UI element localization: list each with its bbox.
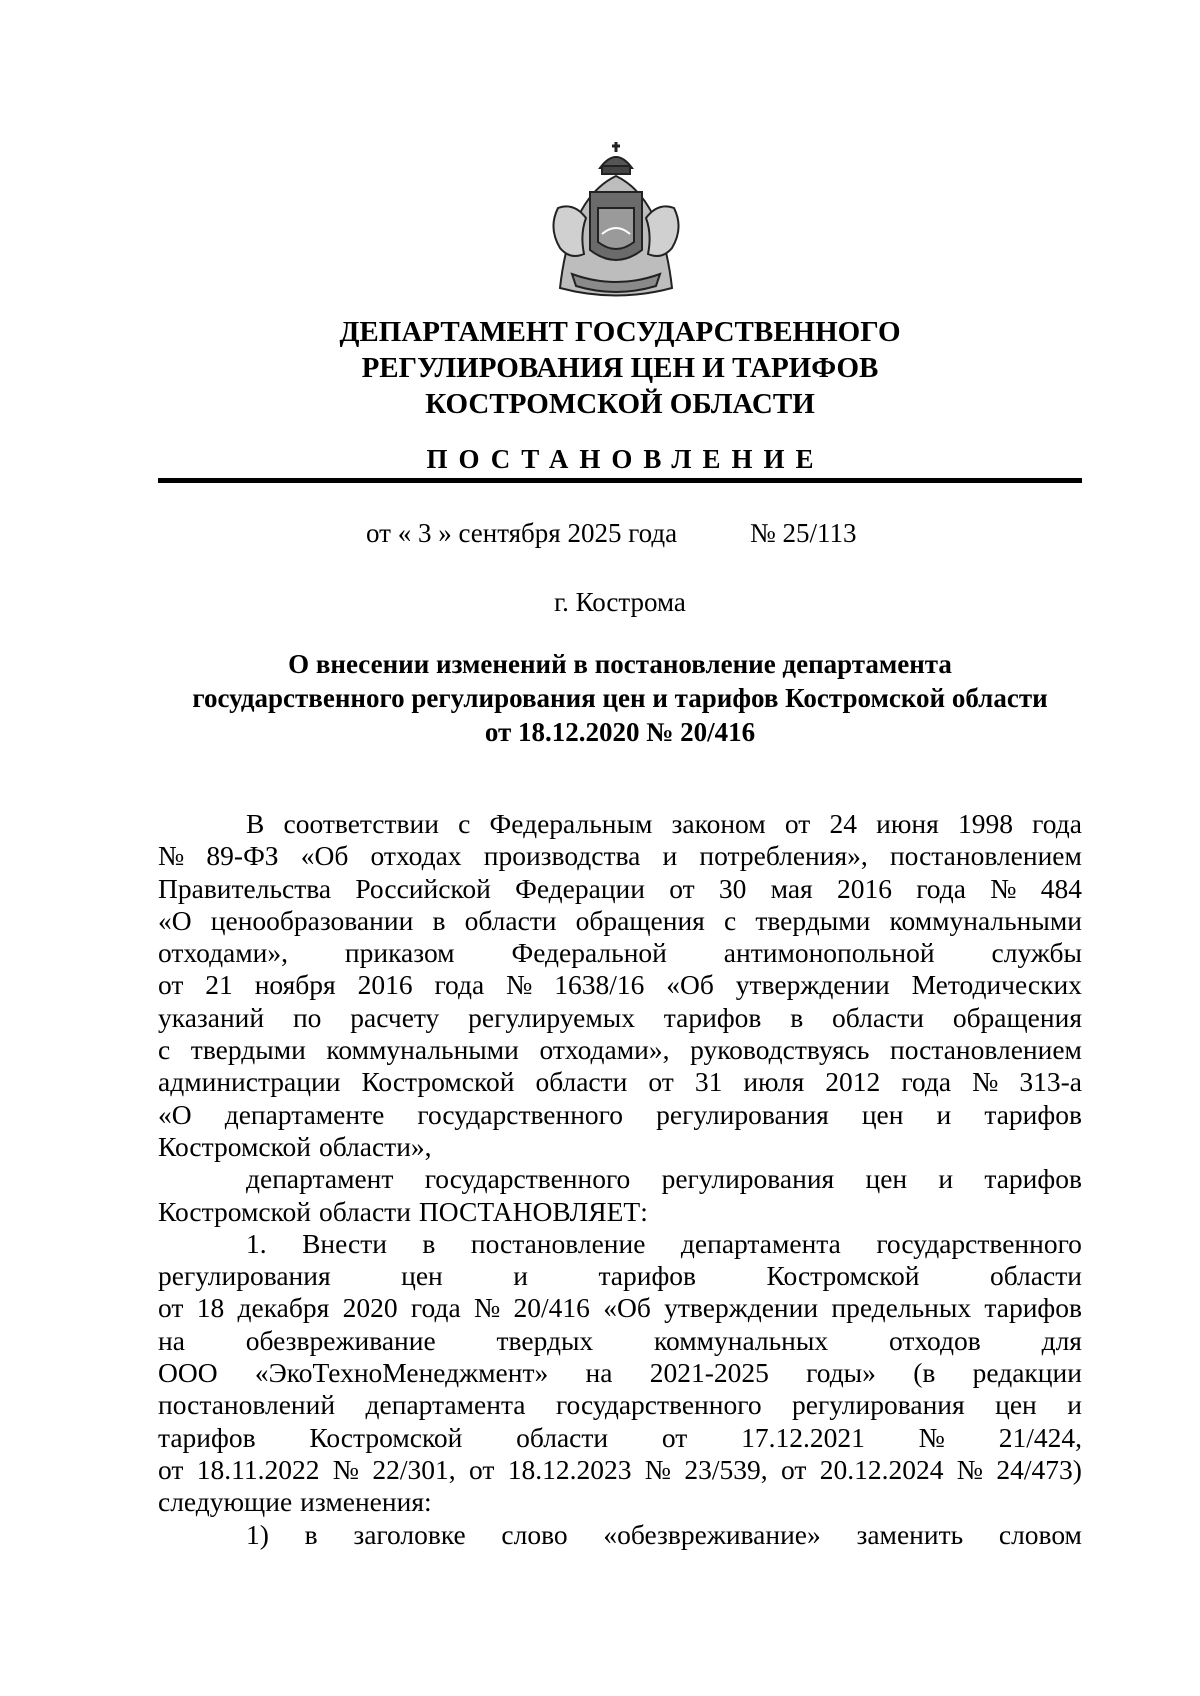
body-word: департамент [246, 1163, 394, 1195]
body-word: регулирования [792, 1389, 965, 1421]
body-word: редакции [972, 1357, 1082, 1389]
body-word: законом [671, 808, 766, 839]
body-word: расчету [350, 1001, 440, 1033]
document-date: от « 3 » сентября 2025 года [366, 518, 678, 548]
body-word: 2016 [836, 872, 892, 904]
body-word: «Об [300, 840, 349, 872]
body-word: государственного [555, 1389, 762, 1421]
body-word: 313-а [1019, 1066, 1082, 1098]
body-line [158, 937, 1082, 969]
body-word: 31 [694, 1066, 723, 1098]
body-line [158, 1066, 1082, 1098]
body-word: 20/416 [513, 1292, 590, 1324]
body-word: № [332, 1453, 360, 1485]
body-word: постановлением [889, 1034, 1082, 1066]
body-line [158, 1034, 1082, 1066]
body-line [158, 1357, 1082, 1389]
body-word: от [648, 1066, 674, 1098]
body-word: 18 [196, 1292, 225, 1324]
body-word: производства [483, 840, 641, 872]
body-word: «Об [666, 969, 714, 1001]
body-word: на [158, 1324, 185, 1356]
body-word: тарифов [663, 1001, 762, 1033]
body-word: от [780, 1453, 807, 1485]
body-word: тарифов [984, 1292, 1082, 1324]
body-word: 89-ФЗ [206, 840, 279, 872]
body-word: утверждении [664, 1292, 819, 1324]
body-word: государственного [424, 1163, 631, 1195]
body-word: для [1041, 1324, 1082, 1356]
body-word: и [662, 840, 678, 872]
body-word: мая [770, 872, 813, 904]
document-city: г. Кострома [554, 587, 686, 617]
body-word: Российской [355, 872, 491, 904]
body-line [158, 1196, 1082, 1228]
body-word: «О [158, 904, 192, 936]
body-word: 24 [829, 808, 857, 839]
body-word: государственного [417, 1098, 624, 1130]
body-word: с [723, 904, 737, 936]
subject-line: от 18.12.2020 № 20/416 [484, 717, 756, 747]
body-word: 24/473) [996, 1453, 1082, 1485]
body-word: с [458, 808, 471, 839]
body-word: от [158, 1453, 184, 1485]
subject-line: О внесении изменений в постановление департамента [288, 649, 952, 679]
body-word: по [292, 1001, 322, 1033]
body-word: № [506, 969, 533, 1001]
body-word: года [901, 1066, 952, 1098]
body-word: 2016 [357, 969, 413, 1001]
body-word: ПОСТАНОВЛЯЕТ: [418, 1195, 648, 1227]
body-word: Федерации [515, 872, 645, 904]
body-word: коммунальных [654, 1324, 829, 1356]
body-word: области [464, 904, 557, 936]
body-word: Костромской [309, 1421, 463, 1453]
body-word: коммунальными [326, 1034, 519, 1066]
body-word: и [936, 1098, 952, 1130]
body-word: и [938, 1163, 954, 1195]
body-word: потребления», [699, 840, 868, 872]
body-word: на [585, 1357, 613, 1389]
body-word: от [661, 1421, 688, 1453]
body-word: Правительства [158, 872, 332, 904]
body-word: цен [861, 1098, 904, 1130]
body-word: № [972, 1066, 999, 1098]
document-type-title: ПОСТАНОВЛЕНИЕ [426, 444, 825, 474]
body-word: от [158, 969, 184, 1001]
body-word: 21 [205, 969, 233, 1001]
body-word: 484 [1040, 872, 1082, 904]
body-word: года [916, 872, 966, 904]
body-word: 22/301, [372, 1453, 456, 1485]
body-word: «О [158, 1098, 192, 1130]
body-word: словом [998, 1518, 1082, 1550]
body-line [158, 905, 1082, 937]
body-word: регулирования [158, 1260, 331, 1292]
body-word: 20.12.2024 [819, 1453, 944, 1485]
body-line [158, 1454, 1082, 1486]
body-word: в [422, 1227, 436, 1259]
body-word: Федеральной [511, 937, 667, 969]
body-word: «Об [603, 1292, 651, 1324]
body-word: изменения: [300, 1486, 432, 1518]
document-body [158, 808, 1082, 1551]
body-line [158, 1260, 1082, 1292]
body-word: в [790, 1001, 804, 1033]
body-line [158, 1131, 1082, 1163]
body-word: «ЭкоТехноМенеджмент» [254, 1357, 549, 1389]
body-word: тарифов [598, 1260, 697, 1292]
body-word: коммунальными [889, 904, 1082, 936]
body-word: Внести [302, 1227, 387, 1259]
body-word: цен [865, 1163, 908, 1195]
body-word: ноября [254, 969, 336, 1001]
body-word: 1) [246, 1518, 269, 1550]
coat-of-arms-emblem [540, 138, 692, 304]
body-word: Методических [911, 969, 1082, 1001]
body-word: № [990, 872, 1017, 904]
body-word: «обезвреживание» [603, 1518, 821, 1550]
body-word: года [434, 969, 485, 1001]
department-line: ДЕПАРТАМЕНТ ГОСУДАРСТВЕННОГО [339, 316, 901, 348]
body-word: регулирования [656, 1098, 829, 1130]
body-word: 18.12.2023 [507, 1453, 632, 1485]
body-word: 21/424, [998, 1421, 1082, 1453]
body-word: В [246, 808, 265, 839]
body-word: 17.12.2021 [741, 1421, 865, 1453]
body-word: от [669, 872, 695, 904]
body-word: 18.11.2022 [196, 1453, 320, 1485]
document-number: № 25/113 [750, 518, 857, 548]
body-line [158, 1099, 1082, 1131]
body-word: 1638/16 [554, 969, 645, 1001]
header-divider [158, 478, 1082, 483]
body-word: постановлений [158, 1389, 336, 1421]
body-word: регулируемых [468, 1001, 635, 1033]
body-word: (в [913, 1357, 936, 1389]
body-word: тарифов [158, 1421, 256, 1453]
body-word: постановление [470, 1227, 646, 1259]
body-line [158, 1163, 1082, 1195]
body-word: твердых [496, 1324, 594, 1356]
body-word: и [513, 1260, 528, 1292]
body-word: 1998 [957, 808, 1013, 839]
body-word: области [832, 1001, 924, 1033]
body-word: Костромской [766, 1260, 920, 1292]
body-word: от [784, 808, 811, 839]
body-word: № [473, 1292, 501, 1324]
body-word: области», [318, 1130, 432, 1162]
body-word: цен [995, 1389, 1037, 1421]
department-line: РЕГУЛИРОВАНИЯ ЦЕН И ТАРИФОВ [361, 352, 879, 384]
body-word: июня [876, 808, 939, 839]
body-word: обращения [952, 1001, 1082, 1033]
body-word: в [304, 1518, 318, 1550]
body-word: № [956, 1453, 984, 1485]
body-line [158, 1228, 1082, 1260]
body-word: руководствуясь [690, 1034, 870, 1066]
body-line [158, 1422, 1082, 1454]
body-word: администрации [158, 1066, 341, 1098]
document-subject [160, 647, 1080, 749]
body-word: области [990, 1260, 1082, 1292]
body-word: антимонопольной [723, 937, 935, 969]
body-word: постановлением [889, 840, 1082, 872]
body-word: 23/539, [684, 1453, 768, 1485]
body-word: слово [501, 1518, 568, 1550]
body-line [158, 840, 1082, 872]
body-word: от [468, 1453, 495, 1485]
body-word: Костромской [158, 1195, 311, 1227]
body-line [158, 1292, 1082, 1324]
department-name [160, 314, 1080, 422]
body-word: области [516, 1421, 609, 1453]
body-word: обращения [575, 904, 705, 936]
body-word: ООО [158, 1357, 218, 1389]
body-word: обезвреживание [245, 1324, 436, 1356]
body-word: службы [991, 937, 1082, 969]
body-word: 1. [246, 1227, 267, 1259]
body-word: ценообразовании [210, 904, 414, 936]
body-line [158, 969, 1082, 1001]
body-word: следующие [158, 1486, 293, 1518]
body-word: предельных [831, 1292, 972, 1324]
body-word: заголовке [353, 1518, 466, 1550]
body-line [158, 1486, 1082, 1518]
body-word: тарифов [984, 1098, 1082, 1130]
body-word: от [158, 1292, 184, 1324]
body-word: с [158, 1034, 171, 1066]
body-word: области [535, 1066, 628, 1098]
body-word: департамента [365, 1389, 526, 1421]
subject-line: государственного регулирования цен и тарифов Костромской области [192, 683, 1048, 713]
body-word: цен [401, 1260, 443, 1292]
body-word: Костромской [158, 1130, 311, 1162]
body-word: Федеральным [489, 808, 653, 839]
body-word: 30 [718, 872, 747, 904]
body-word: июля [743, 1066, 805, 1098]
body-word: года [410, 1292, 461, 1324]
body-word: отходов [888, 1324, 981, 1356]
body-word: государственного [876, 1227, 1082, 1259]
body-line [158, 808, 1082, 840]
department-line: КОСТРОМСКОЙ ОБЛАСТИ [425, 388, 815, 420]
body-line [158, 1389, 1082, 1421]
body-line [158, 1325, 1082, 1357]
body-word: 2020 [342, 1292, 398, 1324]
body-line [158, 1002, 1082, 1034]
body-word: и [1067, 1389, 1082, 1421]
body-word: в [432, 904, 446, 936]
body-word: Костромской [361, 1066, 515, 1098]
body-word: департаменте [224, 1098, 385, 1130]
body-line [158, 873, 1082, 905]
body-word: области [318, 1195, 411, 1227]
body-word: 2012 [825, 1066, 881, 1098]
body-word: № [644, 1453, 672, 1485]
body-word: декабря [237, 1292, 330, 1324]
body-word: тарифов [984, 1163, 1082, 1195]
body-word: твердыми [190, 1034, 306, 1066]
body-word: твердыми [755, 904, 871, 936]
body-word: утверждении [735, 969, 890, 1001]
body-word: приказом [344, 937, 455, 969]
body-word: заменить [856, 1518, 964, 1550]
body-word: № [158, 840, 185, 872]
body-word: 2021-2025 [649, 1357, 769, 1389]
body-word: № [918, 1421, 945, 1453]
body-word: регулирования [661, 1163, 835, 1195]
body-word: департамента [680, 1227, 841, 1259]
body-word: соответствии [283, 808, 439, 839]
body-word: отходами», [539, 1034, 670, 1066]
body-word: годы» [806, 1357, 876, 1389]
body-word: отходами», [158, 937, 289, 969]
body-word: отходах [370, 840, 462, 872]
body-word: указаний [158, 1001, 265, 1033]
body-word: года [1032, 808, 1082, 839]
body-line [158, 1519, 1082, 1551]
